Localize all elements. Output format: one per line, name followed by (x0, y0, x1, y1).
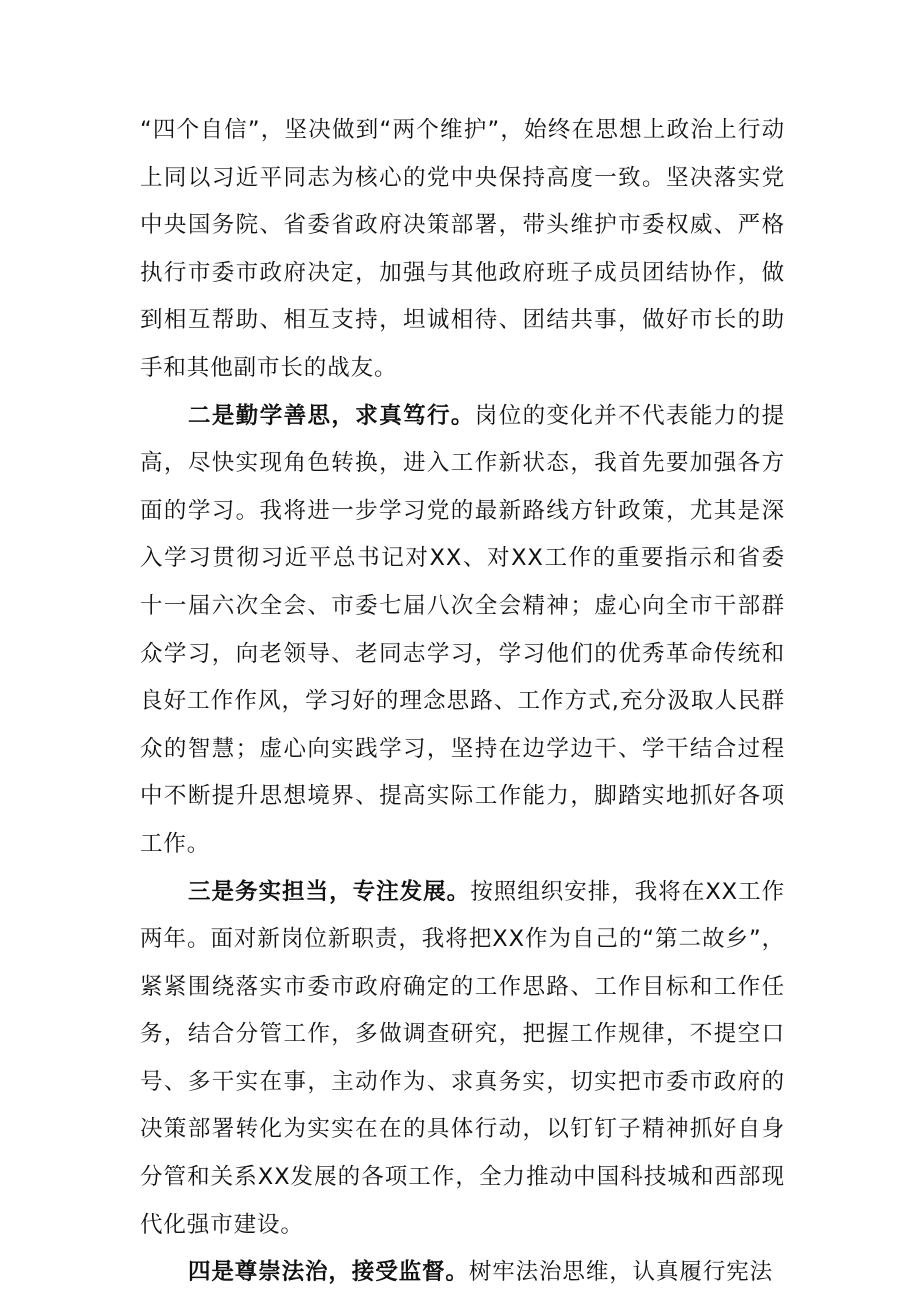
paragraph-continuation (140, 107, 785, 393)
paragraph-development (140, 869, 785, 1250)
paragraph-study (140, 393, 785, 869)
paragraph-body: 按照组织安排，我将在XX工作两年。面对新岗位新职责，我将把XX作为自己的“第二故乡”，紧紧围绕落实市委市政府确定的工作思路、工作目标和工作任务，结合分管工作，多做调查研究，把握工作规律，不提空口号、多干实在事，主动作为、求真务实，切实把市委市政府的决策部署转化为实实在在的具体行动，以钉钉子精神抓好自身分管和关系XX发展的各项工作，全力推动中国科技城和西部现代化强市建设。 (140, 878, 785, 1238)
paragraph-body: “四个自信”，坚决做到“两个维护”，始终在思想上政治上行动上同以习近平同志为核心的党中央保持高度一致。坚决落实党中央国务院、省委省政府决策部署，带头维护市委权威、严格执行市委市政府决定，加强与其他政府班子成员团结协作，做到相互帮助、相互支持，坦诚相待、团结共事，做好市长的助手和其他副市长的战友。 (140, 117, 785, 381)
paragraph-heading: 四是尊崇法治，接受监督。 (188, 1259, 469, 1286)
paragraph-rule-of-law (140, 1249, 785, 1297)
document-body (140, 107, 785, 1297)
paragraph-body: 岗位的变化并不代表能力的提高，尽快实现角色转换，进入工作新状态，我首先要加强各方面的学习。我将进一步学习党的最新路线方针政策，尤其是深入学习贯彻习近平总书记对XX、对XX工作的重要指示和省委十一届六次全会、市委七届八次全会精神；虚心向全市干部群众学习，向老领导、老同志学习，学习他们的优秀革命传统和良好工作作风，学习好的理念思路、工作方式,充分汲取人民群众的智慧；虚心向实践学习，坚持在边学边干、学干结合过程中不断提升思想境界、提高实际工作能力，脚踏实地抓好各项工作。 (140, 402, 785, 857)
paragraph-heading: 二是勤学善思，求真笃行。 (188, 402, 475, 429)
paragraph-heading: 三是务实担当，专注发展。 (188, 878, 471, 905)
paragraph-body: 树牢法治思维，认真履行宪法 (468, 1259, 774, 1286)
